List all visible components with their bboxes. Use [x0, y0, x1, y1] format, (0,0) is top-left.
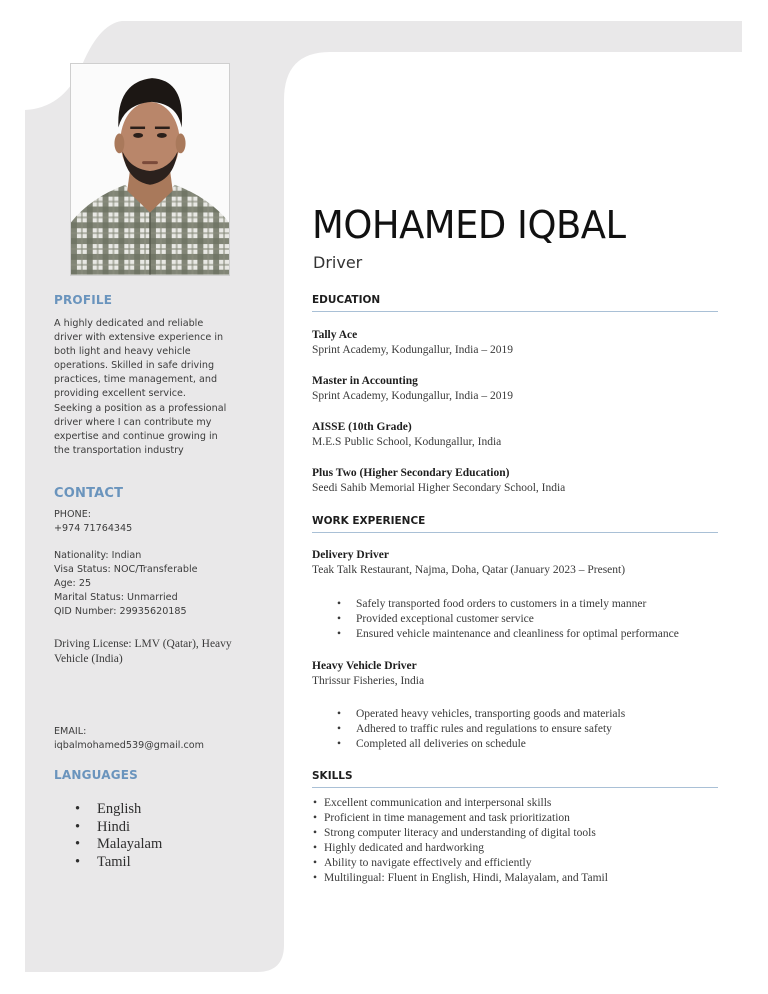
- education-title: AISSE (10th Grade): [312, 421, 412, 433]
- marital-status: Marital Status: Unmarried: [54, 592, 178, 604]
- work-experience-heading: WORK EXPERIENCE: [312, 515, 718, 533]
- email-block: [54, 725, 269, 753]
- bullet-icon: •: [313, 872, 318, 884]
- skill-text: Strong computer literacy and understanding of digital tools: [324, 827, 596, 839]
- job-duty: [312, 612, 718, 627]
- education-detail: Seedi Sahib Memorial Higher Secondary School, India: [312, 481, 566, 494]
- profile-heading: PROFILE: [54, 293, 113, 307]
- language-label: Hindi: [97, 818, 131, 835]
- job-entry: [312, 548, 718, 577]
- job-duty: [312, 597, 718, 612]
- profile-photo: [70, 63, 230, 276]
- bullet-icon: •: [75, 853, 81, 870]
- nationality: Nationality: Indian: [54, 550, 142, 561]
- job-title: Delivery Driver: [312, 549, 389, 561]
- job-duty-text: Operated heavy vehicles, transporting goods and materials: [356, 708, 626, 720]
- job-duty-text: Adhered to traffic rules and regulations to ensure safety: [356, 723, 612, 735]
- profile-line: expertise and continue growing in: [54, 430, 218, 442]
- job-title: Heavy Vehicle Driver: [312, 660, 417, 672]
- person-portrait-icon: [71, 64, 229, 275]
- job-entry: [312, 659, 718, 688]
- job-duty: [312, 737, 718, 752]
- bullet-icon: •: [75, 818, 81, 835]
- qid-number: QID Number: 29935620185: [54, 606, 187, 618]
- driving-license-line: Driving License: LMV (Qatar), Heavy: [54, 638, 232, 650]
- job-duty-text: Provided exceptional customer service: [356, 613, 534, 625]
- profile-line: A highly dedicated and reliable: [54, 318, 204, 329]
- education-entry: [312, 374, 718, 403]
- education-entry: [312, 328, 718, 357]
- skills-heading: SKILLS: [312, 770, 718, 788]
- bullet-icon: •: [75, 801, 81, 817]
- skill-item: [312, 796, 718, 811]
- profile-line: driver where I can contribute my: [54, 416, 212, 428]
- languages-list: [54, 801, 162, 871]
- skills-list: [312, 796, 718, 886]
- email-label: EMAIL:: [54, 726, 87, 737]
- education-heading: EDUCATION: [312, 294, 718, 312]
- education-detail: Sprint Academy, Kodungallur, India – 2019: [312, 389, 513, 402]
- education-title: Tally Ace: [312, 329, 358, 341]
- profile-line: providing excellent service.: [54, 388, 186, 400]
- profile-summary: [54, 317, 269, 458]
- visa-status: Visa Status: NOC/Transferable: [54, 564, 198, 576]
- phone-label: PHONE:: [54, 509, 92, 520]
- education-entry: [312, 420, 718, 449]
- languages-heading: LANGUAGES: [54, 768, 138, 782]
- profile-line: driver with extensive experience in: [54, 332, 224, 344]
- skill-item: [312, 811, 718, 826]
- profile-line: the transportation industry: [54, 444, 184, 456]
- skill-item: [312, 871, 718, 886]
- bullet-icon: •: [313, 812, 318, 824]
- skill-text: Highly dedicated and hardworking: [324, 842, 484, 854]
- job-duties-list: [312, 597, 718, 642]
- language-item: [54, 836, 162, 854]
- job-duty-text: Safely transported food orders to customers in a timely manner: [356, 598, 647, 610]
- language-label: Malayalam: [97, 836, 163, 852]
- education-title: Plus Two (Higher Secondary Education): [312, 467, 510, 479]
- candidate-name: MOHAMED IQBAL: [312, 203, 626, 247]
- bullet-icon: •: [337, 738, 342, 750]
- bullet-icon: •: [337, 613, 342, 625]
- phone-number[interactable]: +974 71764345: [54, 523, 133, 535]
- skill-text: Ability to navigate effectively and efficiently: [324, 857, 532, 869]
- education-detail: M.E.S Public School, Kodungallur, India: [312, 435, 502, 448]
- profile-line: both light and heavy vehicle: [54, 346, 191, 358]
- education-detail: Sprint Academy, Kodungallur, India – 2019: [312, 343, 513, 356]
- email-address[interactable]: iqbalmohamed539@gmail.com: [54, 740, 204, 752]
- personal-details: [54, 549, 269, 619]
- job-duty-text: Completed all deliveries on schedule: [356, 738, 526, 750]
- contact-heading: CONTACT: [54, 486, 124, 501]
- job-duty: [312, 627, 718, 642]
- skill-text: Multilingual: Fluent in English, Hindi, Malayalam, and Tamil: [324, 872, 608, 884]
- job-duty-text: Ensured vehicle maintenance and cleanliness for optimal performance: [356, 628, 679, 640]
- language-item: [54, 854, 162, 872]
- age: Age: 25: [54, 578, 92, 590]
- profile-line: Seeking a position as a professional: [54, 402, 227, 414]
- bullet-icon: •: [337, 723, 342, 735]
- profile-line: operations. Skilled in safe driving: [54, 360, 215, 372]
- job-duties-list: [312, 707, 718, 752]
- driving-license-line: Vehicle (India): [54, 652, 123, 665]
- bullet-icon: •: [75, 836, 81, 852]
- bullet-icon: •: [337, 628, 342, 640]
- bullet-icon: •: [313, 797, 318, 809]
- job-detail: Teak Talk Restaurant, Najma, Doha, Qatar (January 2023 – Present): [312, 563, 626, 576]
- language-item: [54, 801, 162, 819]
- job-duty: [312, 722, 718, 737]
- education-title: Master in Accounting: [312, 375, 418, 387]
- phone-block: [54, 508, 269, 536]
- skill-text: Excellent communication and interpersonal skills: [324, 797, 552, 809]
- skill-item: [312, 841, 718, 856]
- job-detail: Thrissur Fisheries, India: [312, 674, 425, 687]
- job-duty: [312, 707, 718, 722]
- bullet-icon: •: [313, 857, 318, 869]
- job-title: Driver: [313, 253, 363, 272]
- driving-license: [54, 637, 269, 666]
- profile-line: practices, time management, and: [54, 374, 218, 386]
- bullet-icon: •: [313, 827, 318, 839]
- bullet-icon: •: [337, 708, 342, 720]
- language-label: English: [97, 801, 142, 817]
- skill-item: [312, 826, 718, 841]
- language-item: [54, 819, 162, 837]
- language-label: Tamil: [97, 853, 131, 870]
- bullet-icon: •: [337, 598, 342, 610]
- bullet-icon: •: [313, 842, 318, 854]
- education-entry: [312, 466, 718, 495]
- skill-text: Proficient in time management and task prioritization: [324, 812, 570, 824]
- skill-item: [312, 856, 718, 871]
